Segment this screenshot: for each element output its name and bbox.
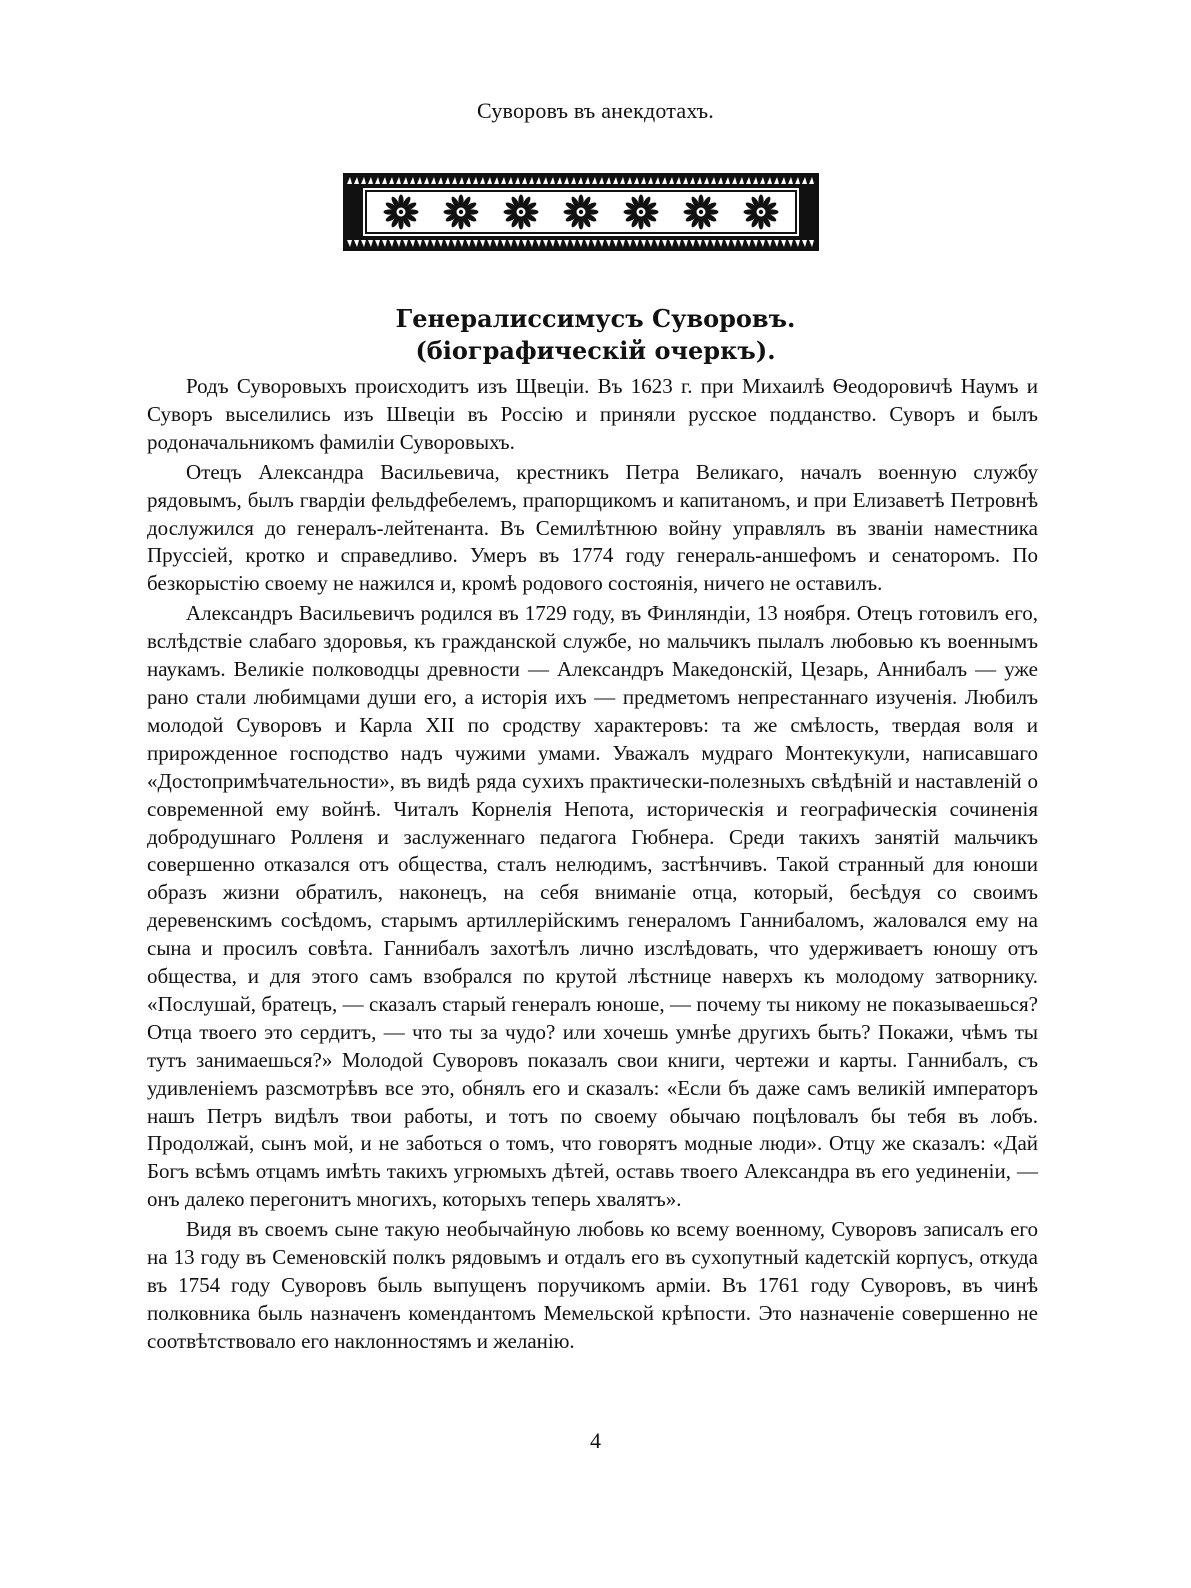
paragraph-2: Отецъ Александра Васильевича, крестникъ Петра Великаго, началъ военную службу рядовымъ, былъ гвардіи фельдфебелемъ, прапорщикомъ и капитаномъ, и при Елизаветѣ Петровнѣ дослужился до генералъ-лейтенанта. Въ Семилѣтнюю войну управлялъ въ званіи наместника Пруссіей, кротко и справедливо. Умеръ въ 1774 году генераль-аншефомъ и сенаторомъ. По безкорыстію своему не нажился и, кромѣ родового состоянія, ничего не оставилъ. xyxy=(147,459,1038,596)
running-header: Суворовъ въ анекдотахъ. xyxy=(477,98,714,123)
floral-rosette-band-icon xyxy=(343,173,819,251)
page-number: 4 xyxy=(590,1428,601,1453)
paragraph-1: Родъ Суворовыхъ происходитъ изъ Щвеціи. Въ 1623 г. при Михаилѣ Ѳеодоровичѣ Наумъ и Суворъ выселились изъ Швеціи въ Россію и приняли русское подданство. Суворъ и былъ родоначальникомъ фамиліи Суворовыхъ. xyxy=(147,374,1038,454)
paragraph-4: Видя въ своемъ сыне такую необычайную любовь ко всему военному, Суворовъ записалъ его на 13 году въ Семеновскій полкъ рядовымъ и отдалъ его въ сухопутный кадетскій корпусъ, откуда въ 1754 году Суворовъ быль выпущенъ поручикомъ арміи. Въ 1761 году Суворовъ, въ чинѣ полковника быль назначенъ комендантомъ Мемельской крѣпости. Это назначеніе совершенно не соотвѣтствовало его наклонностямъ и желанію. xyxy=(147,1217,1038,1353)
title-line-2: (біографическій очеркъ). xyxy=(415,336,776,365)
paragraph-3: Александръ Васильевичъ родился въ 1729 году, въ Финляндіи, 13 ноября. Отецъ готовилъ его, вслѣдствіе слабаго здоровья, къ гражданской службе, но мальчикъ пылалъ любовью къ военнымъ наукамъ. Великіе полководцы древности — Александръ Македонскій, Цезарь, Аннибалъ — уже рано стали любимцами души его, а исторія ихъ — предметомъ непрестаннаго изученія. Любилъ молодой Суворовъ и Карла XII по сродству характеровъ: та же смѣлость, твердая воля и прирожденное господство надъ чужими умами. Уважалъ мудраго Монтекукули, написавшаго «Достопримѣчательности», въ видѣ ряда сухихъ практически-полезныхъ свѣдѣній и наставленій о современной ему войнѣ. Читалъ Корнелія Непота, историческія и географическія сочиненія добродушнаго Ролленя и заслуженнаго педагога Гюбнера. Среди такихъ занятій мальчикъ совершенно отказался отъ общества, сталъ нелюдимъ, застѣнчивъ. Такой странный для юноши образъ жизни обратилъ, наконецъ, на себя вниманіе отца, который, бесѣдуя со своимъ деревенскимъ сосѣдомъ, старымъ артиллерійскимъ генераломъ Ганнибаломъ, жаловался ему на сына и просилъ совѣта. Ганнибалъ захотѣлъ лично изслѣдовать, что удерживаетъ юношу отъ общества, и для этого самъ взобрался по крутой лѣстнице наверхъ къ молодому затворнику. «Послушай, братецъ, — сказалъ старый генералъ юноше, — почему ты никому не показываешься? Отца твоего это сердитъ, — что ты за чудо? или хочешь умнѣе другихъ быть? Покажи, чѣмъ ты тутъ занимаешься?» Молодой Суворовъ показалъ свои книги, чертежи и карты. Ганнибалъ, съ удивленіемъ разсмотрѣвъ все это, обнялъ его и сказалъ: «Если бъ даже самъ великій императоръ нашъ Петръ видѣлъ твои работы, и тотъ по своему обычаю поцѣловалъ бы тебя въ лобъ. Продолжай, сынъ мой, и не заботься о томъ, что говорятъ модные люди». Отцу же сказалъ: «Дай Богъ всѣмъ отцамъ имѣть такихъ угрюмыхъ дѣтей, оставь твоего Александра въ его уединеніи, — онъ далеко перегонитъ многихъ, которыхъ теперь хвалятъ». xyxy=(147,601,1038,1212)
article-body xyxy=(147,373,1038,1356)
article-title xyxy=(0,303,1191,367)
title-line-1: Генералиссимусъ Суворовъ. xyxy=(395,304,796,333)
